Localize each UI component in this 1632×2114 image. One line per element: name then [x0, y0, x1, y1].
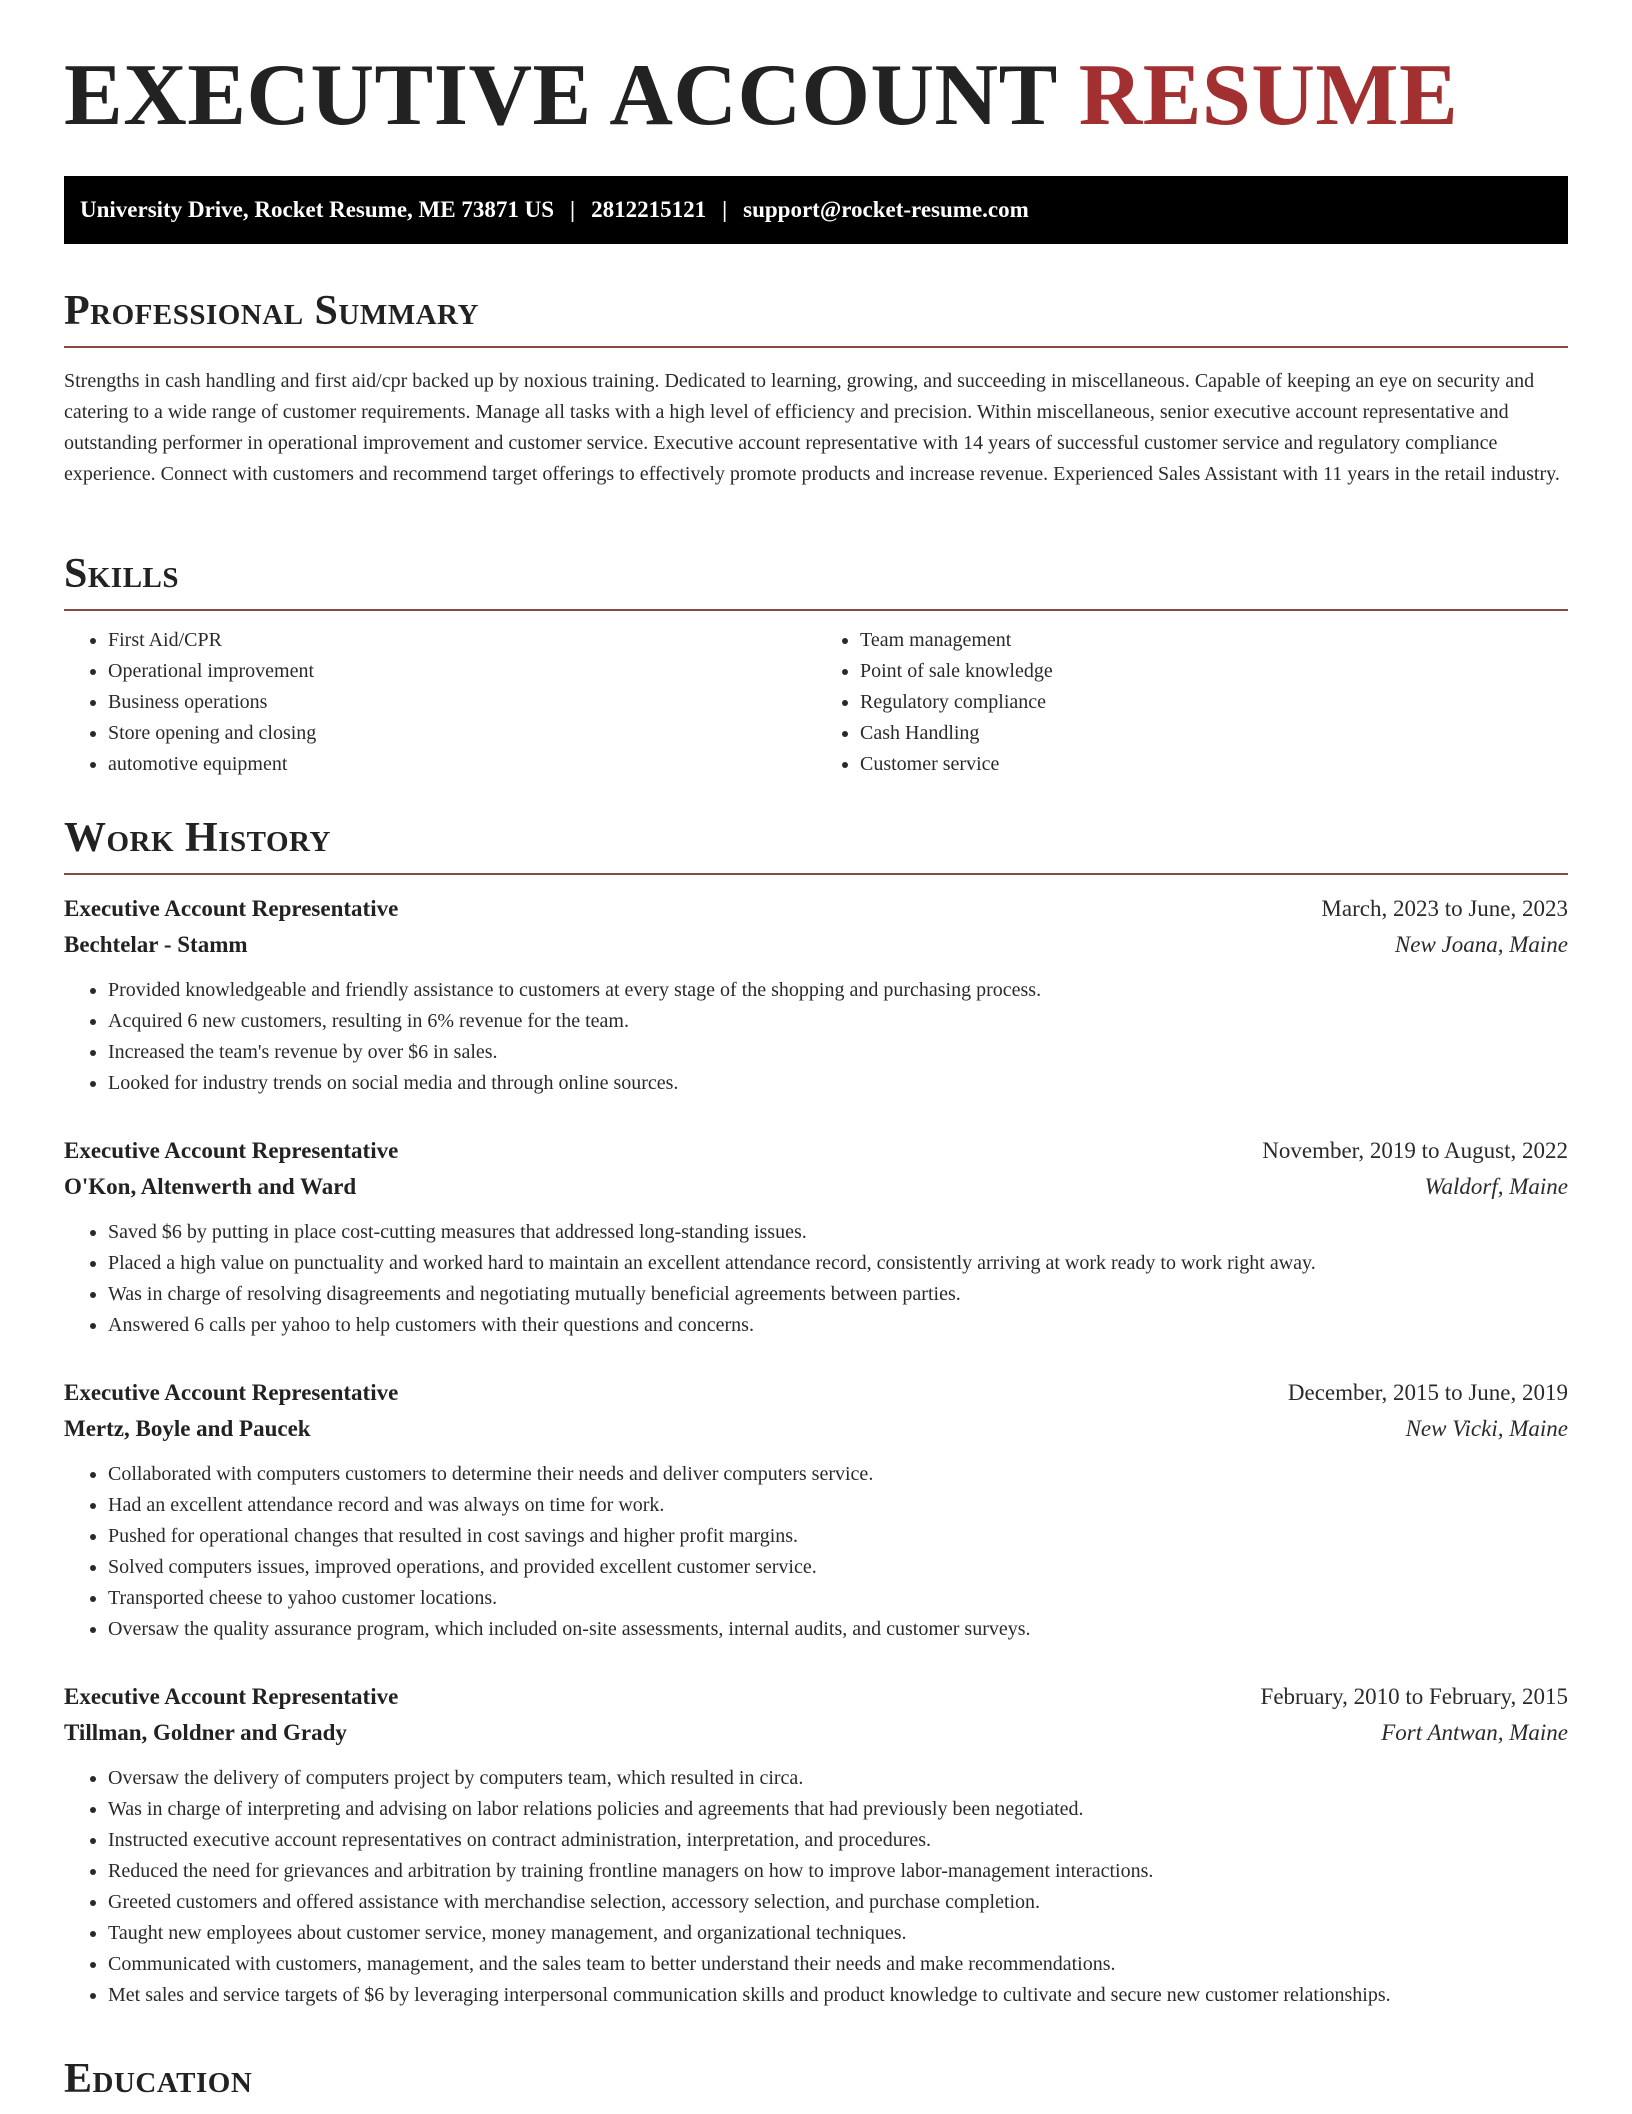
resume-page	[64, 0, 1568, 2112]
job-bullet: • Instructed executive account representatives on contract administration, interpretation, and procedures.	[108, 1825, 1568, 1856]
job-bullet: • Provided knowledgeable and friendly assistance to customers at every stage of the shopping and purchasing process.	[108, 975, 1568, 1006]
job-bullet: • Oversaw the quality assurance program, which included on-site assessments, internal audits, and customer surveys.	[108, 1614, 1568, 1645]
summary-section	[64, 290, 1568, 490]
contact-separator: |	[569, 197, 576, 222]
summary-text: Strengths in cash handling and first aid/cpr backed up by noxious training. Dedicated to learning, growing, and succeeding in miscellaneous. Capable of keeping an eye on security and catering to a wide range of customer requirements. Manage all tasks with a high level of efficiency and precision. Within miscellaneous, senior executive account representative and outstanding performer in operational improvement and customer service. Executive account representative with 14 years of successful customer service and regulatory compliance experience. Connect with customers and recommend target offerings to effectively promote products and increase revenue. Experienced Sales Assistant with 11 years in the retail industry.	[64, 370, 1560, 485]
skill-item: • Cash Handling	[860, 718, 1568, 749]
job-bullet: • Met sales and service targets of $6 by leveraging interpersonal communication skills and product knowledge to cultivate and secure new customer relationships.	[108, 1980, 1568, 2011]
skill-item: • First Aid/CPR	[108, 625, 816, 656]
job-bullet: • Pushed for operational changes that resulted in cost savings and higher profit margins.	[108, 1521, 1568, 1552]
job-dates: November, 2019 to August, 2022	[1262, 1138, 1568, 1163]
job-title: Executive Account Representative	[64, 896, 399, 921]
summary-heading: Professional Summary	[64, 290, 1568, 348]
job-bullet: • Was in charge of interpreting and advising on labor relations policies and agreements that had previously been negotiated.	[108, 1794, 1568, 1825]
contact-phone[interactable]: 2812215121	[591, 197, 707, 222]
job-bullet: • Saved $6 by putting in place cost-cutting measures that addressed long-standing issues.	[108, 1217, 1568, 1248]
job-header-row	[64, 1375, 1568, 1411]
skills-list-left	[64, 625, 816, 780]
job-company: Tillman, Goldner and Grady	[64, 1720, 347, 1745]
job-company: Mertz, Boyle and Paucek	[64, 1416, 311, 1441]
job-entry	[64, 891, 1568, 1099]
job-entry	[64, 1133, 1568, 1341]
job-header-row	[64, 1133, 1568, 1169]
skill-item: • Point of sale knowledge	[860, 656, 1568, 687]
contact-email[interactable]: support@rocket-resume.com	[743, 197, 1029, 222]
job-bullets	[64, 1217, 1568, 1341]
job-bullet: • Was in charge of resolving disagreements and negotiating mutually beneficial agreements between parties.	[108, 1279, 1568, 1310]
job-entry	[64, 1375, 1568, 1645]
resume-title-accent: RESUME	[1078, 47, 1459, 144]
job-bullets	[64, 1459, 1568, 1645]
job-bullet: • Solved computers issues, improved operations, and provided excellent customer service.	[108, 1552, 1568, 1583]
skill-item: • Regulatory compliance	[860, 687, 1568, 718]
job-company-row	[64, 1411, 1568, 1447]
job-company: O'Kon, Altenwerth and Ward	[64, 1174, 357, 1199]
job-company-row	[64, 927, 1568, 963]
skill-item: • Customer service	[860, 749, 1568, 780]
skills-grid	[64, 625, 1568, 780]
job-title: Executive Account Representative	[64, 1684, 399, 1709]
skills-section	[64, 553, 1568, 780]
work-history-section	[64, 817, 1568, 2011]
job-bullet: • Taught new employees about customer service, money management, and organizational techniques.	[108, 1918, 1568, 1949]
skill-item: • Team management	[860, 625, 1568, 656]
job-location: Waldorf, Maine	[1424, 1174, 1568, 1199]
skill-item: • Store opening and closing	[108, 718, 816, 749]
job-bullet: • Oversaw the delivery of computers project by computers team, which resulted in circa.	[108, 1763, 1568, 1794]
contact-address: University Drive, Rocket Resume, ME 73871 US	[80, 197, 554, 222]
job-company-row	[64, 1715, 1568, 1751]
job-company: Bechtelar - Stamm	[64, 932, 248, 957]
job-dates: March, 2023 to June, 2023	[1321, 896, 1568, 921]
job-bullet: • Looked for industry trends on social media and through online sources.	[108, 1068, 1568, 1099]
education-heading: Education	[64, 2056, 253, 2102]
contact-separator: |	[722, 197, 728, 222]
contact-bar	[64, 176, 1568, 244]
job-bullet: • Transported cheese to yahoo customer locations.	[108, 1583, 1568, 1614]
work-history-heading: Work History	[64, 817, 1568, 875]
skills-list-right	[816, 625, 1568, 780]
job-bullet: • Greeted customers and offered assistance with merchandise selection, accessory selection, and purchase completion.	[108, 1887, 1568, 1918]
job-dates: December, 2015 to June, 2019	[1287, 1380, 1568, 1405]
skill-item: • automotive equipment	[108, 749, 816, 780]
job-bullets	[64, 1763, 1568, 2011]
job-bullet: • Placed a high value on punctuality and worked hard to maintain an excellent attendance record, consistently arriving at work ready to work right away.	[108, 1248, 1568, 1279]
job-location: Fort Antwan, Maine	[1381, 1720, 1568, 1745]
education-section	[64, 2058, 1568, 2114]
job-dates: February, 2010 to February, 2015	[1260, 1684, 1568, 1709]
job-title: Executive Account Representative	[64, 1138, 399, 1163]
job-bullet: • Increased the team's revenue by over $6 in sales.	[108, 1037, 1568, 1068]
job-bullet: • Reduced the need for grievances and arbitration by training frontline managers on how to improve labor-management interactions.	[108, 1856, 1568, 1887]
job-location: New Joana, Maine	[1394, 932, 1568, 957]
job-header-row	[64, 891, 1568, 927]
job-bullets	[64, 975, 1568, 1099]
resume-title-main: EXECUTIVE ACCOUNT	[64, 47, 1057, 144]
job-company-row	[64, 1169, 1568, 1205]
skill-item: • Business operations	[108, 687, 816, 718]
job-header-row	[64, 1679, 1568, 1715]
job-entry	[64, 1679, 1568, 2011]
job-title: Executive Account Representative	[64, 1380, 399, 1405]
resume-title	[64, 47, 1459, 144]
job-bullet: • Communicated with customers, management, and the sales team to better understand their needs and make recommendations.	[108, 1949, 1568, 1980]
job-bullet: • Acquired 6 new customers, resulting in 6% revenue for the team.	[108, 1006, 1568, 1037]
job-location: New Vicki, Maine	[1405, 1416, 1568, 1441]
skills-heading: Skills	[64, 553, 1568, 611]
job-bullet: • Answered 6 calls per yahoo to help customers with their questions and concerns.	[108, 1310, 1568, 1341]
job-bullet: • Had an excellent attendance record and was always on time for work.	[108, 1490, 1568, 1521]
skill-item: • Operational improvement	[108, 656, 816, 687]
job-bullet: • Collaborated with computers customers to determine their needs and deliver computers service.	[108, 1459, 1568, 1490]
